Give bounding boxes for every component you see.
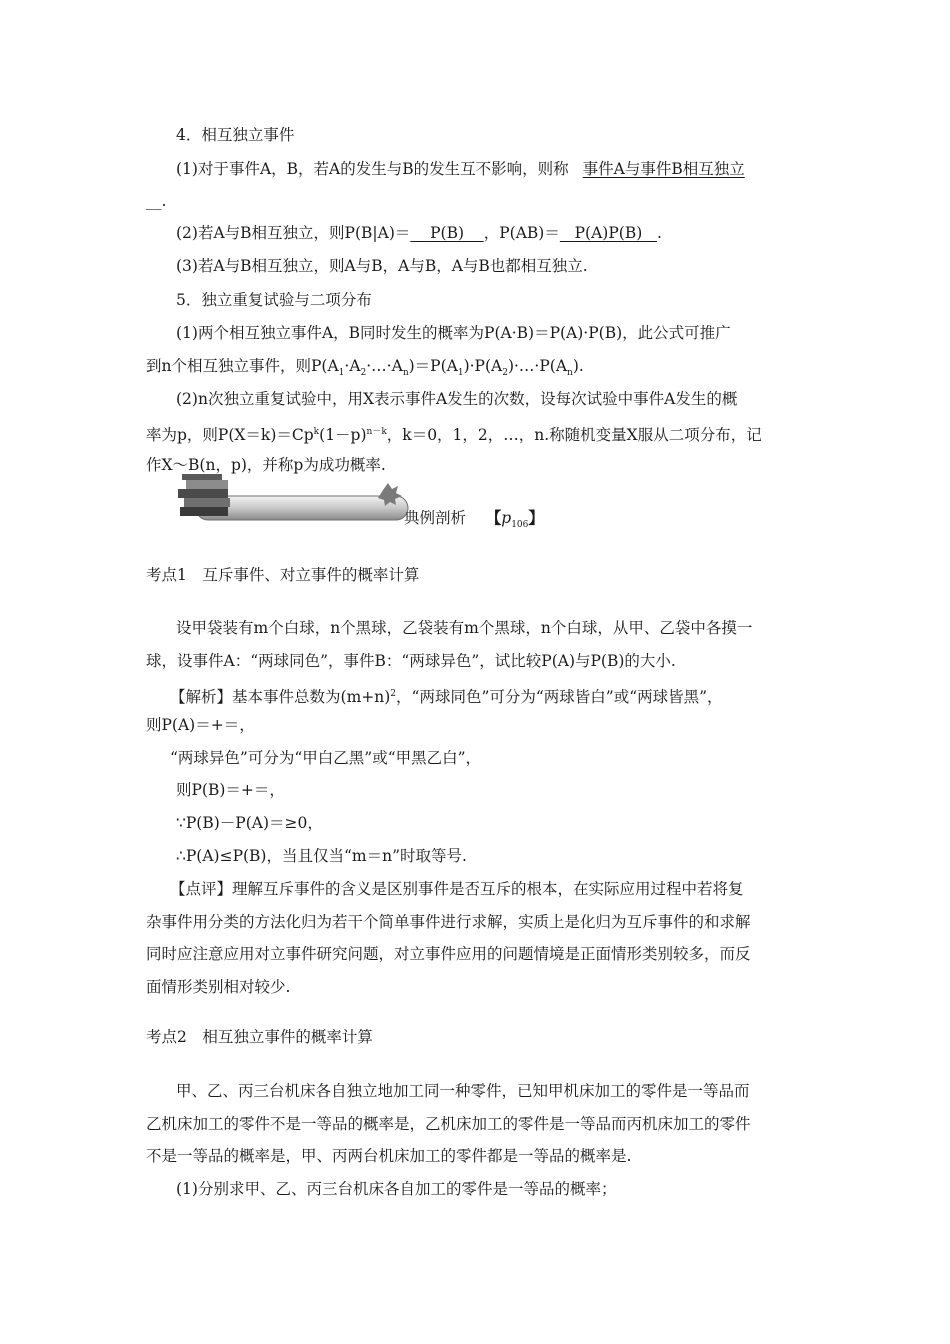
topic-1-comment-line: 同时应注意应用对立事件研究问题，对立事件应用的问题情境是正面情形类别较多，而反 [146, 945, 751, 963]
section-5-item-2: (2)n次独立重复试验中，用X表示事件A发生的次数，设每次试验中事件A发生的概 [176, 390, 738, 408]
topic-1-title: 考点1 互斥事件、对立事件的概率计算 [146, 566, 420, 584]
topic-1-question: 设甲袋装有m个白球，n个黑球，乙袋装有m个黑球，n个白球，从甲、乙袋中各摸一 [176, 619, 753, 637]
section-banner-label: 典例剖析 【$p_{106}$】 [404, 508, 544, 531]
answer-blank: P(B) [430, 224, 465, 242]
section-5-item-2-end: 作X～B(n，p)，并称p为成功概率. [146, 456, 386, 474]
section-4-item-1-end: __. [146, 192, 167, 210]
topic-2-question-cont: 乙机床加工的零件不是一等品的概率是，乙机床加工的零件是一等品而丙机床加工的零件 [146, 1115, 751, 1133]
section-4-item-1: (1)对于事件A，B，若A的发生与B的发生互不影响，则称 事件A与事件B相互独立 [176, 160, 745, 178]
topic-1-solution: 【解析】基本事件总数为$(m+n)^2$，“两球同色”可分为“两球皆白”或“两球皆黑”， [170, 688, 723, 707]
section-4-title: 4．相互独立事件 [176, 126, 295, 144]
topic-1-comment-line: 杂事件用分类的方法化归为若干个简单事件进行求解，实质上是化归为互斥事件的和求解 [146, 913, 751, 931]
section-4-item-2: (2)若A与B相互独立，则P(B|A)＝ P(B) ，P(AB)＝ P(A)P(B) . [176, 224, 662, 242]
topic-2-question: 甲、乙、丙三台机床各自独立地加工同一种零件，已知甲机床加工的零件是一等品而 [176, 1082, 750, 1100]
topic-1-comment-line: 面情形类别相对较少. [146, 978, 291, 996]
topic-2-question-cont: 不是一等品的概率是，甲、丙两台机床加工的零件都是一等品的概率是. [146, 1147, 632, 1165]
topic-1-solution-line: 则P(A)＝+＝， [146, 716, 255, 734]
section-4-item-3: (3)若A与B相互独立，则A与B，A与B，A与B也都相互独立. [176, 257, 588, 275]
topic-1-solution-line: ∵P(B)－P(A)＝≥0， [176, 814, 323, 832]
topic-1-solution-line: ∴P(A)≤P(B)，当且仅当“m＝n”时取等号. [176, 847, 467, 865]
answer-blank: 事件A与事件B相互独立 [582, 160, 745, 178]
answer-blank: P(A)P(B) [574, 224, 643, 242]
topic-1-comment: 【点评】理解互斥事件的含义是区别事件是否互斥的根本，在实际应用过程中若将复 [170, 880, 744, 898]
section-5-title: 5．独立重复试验与二项分布 [176, 291, 372, 309]
topic-1-question-cont: 球，设事件A：“两球同色”，事件B：“两球异色”，试比较P(A)与P(B)的大小. [146, 652, 676, 670]
topic-2-title: 考点2 相互独立事件的概率计算 [146, 1028, 373, 1046]
topic-2-part-1: (1)分别求甲、乙、丙三台机床各自加工的零件是一等品的概率； [176, 1180, 617, 1198]
section-5-item-1-cont: 到n个相互独立事件，则$P(A_1\cdot A_2\cdot\dots\cdot A_n)=P(A_1)\cdot P(A_2)\cdot\dots\cdot P(A_n)$. [146, 357, 584, 379]
topic-1-solution-line: “两球异色”可分为“甲白乙黑”或“甲黑乙白”， [170, 749, 482, 767]
section-5-item-2-cont: 率为p，则$P(X=k)=Cp^k(1-p)^{n-k}$，k＝0，1，2，…，n.称随机变量X服从二项分布，记 [146, 426, 762, 445]
topic-1-solution-line: 则P(B)＝+＝， [176, 781, 285, 799]
books-banner-icon [176, 474, 412, 524]
section-5-item-1: (1)两个相互独立事件A，B同时发生的概率为P(A·B)＝P(A)·P(B)，此公式可推广 [176, 324, 731, 342]
